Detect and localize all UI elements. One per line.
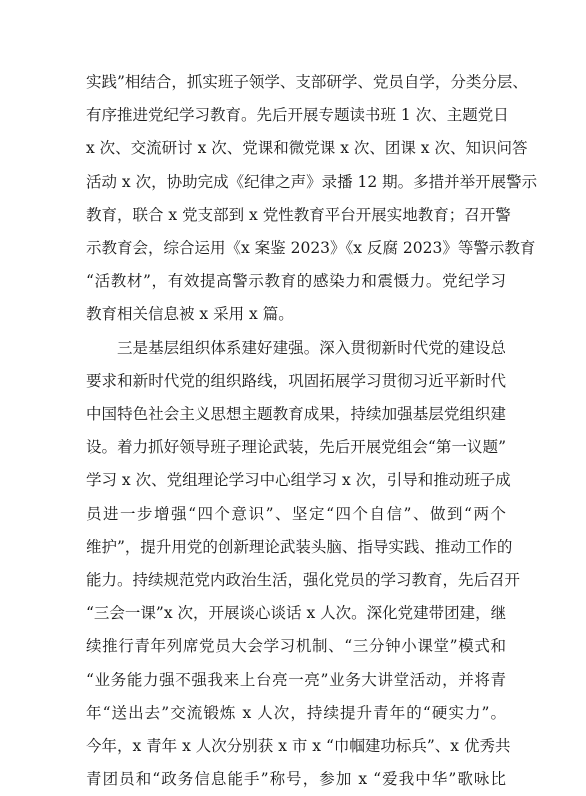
text-line: 年“送出去”交流锻炼 x 人次，持续提升青年的“硬实力”。 <box>86 703 506 722</box>
text-line: 能力。持续规范党内政治生活，强化党员的学习教育，先后召开 <box>86 571 521 590</box>
text-line: 学习 x 次、党组理论学习中心组学习 x 次，引导和推动班子成 <box>86 471 511 490</box>
text-line: 青团员和“政务信息能手”称号，参加 x “爱我中华”歌咏比 <box>86 770 506 789</box>
text-line: 有序推进党纪学习教育。先后开展专题读书班 1 次、主题党日 <box>86 106 509 125</box>
text-line: x 次、交流研讨 x 次、党课和微党课 x 次、团课 x 次、知识问答 <box>86 139 528 158</box>
text-line: “活教材”，有效提高警示教育的感染力和震慑力。党纪学习 <box>86 272 506 291</box>
text-line: 续推行青年列席党员大会学习机制、“三分钟小课堂”模式和 <box>86 637 506 656</box>
text-line: 设。着力抓好领导班子理论武装，先后开展党组会“第一议题” <box>86 438 506 457</box>
text-line: 教育，联合 x 党支部到 x 党性教育平台开展实地教育；召开警 <box>86 205 511 224</box>
paragraph-grassroots-organization <box>86 332 521 796</box>
text-line: 示教育会，综合运用《x 案鉴 2023》《x 反腐 2023》等警示教育 <box>86 239 536 258</box>
text-line: 要求和新时代党的组织路线，巩固拓展学习贯彻习近平新时代 <box>86 371 506 390</box>
text-line: 实践”相结合，抓实班子领学、支部研学、党员自学，分类分层、 <box>86 73 528 91</box>
document-body <box>86 66 538 796</box>
text-line: 今年，x 青年 x 人次分别获 x 市 x “巾帼建功标兵”、x 优秀共 <box>86 737 511 756</box>
text-line: 三是基层组织体系建好建强。深入贯彻新时代党的建设总 <box>117 338 506 357</box>
paragraph-party-discipline-education <box>86 66 538 332</box>
text-line: 维护”，提升用党的创新理论武装头脑、指导实践、推动工作的 <box>86 537 513 556</box>
text-line: 教育相关信息被 x 采用 x 篇。 <box>86 305 294 324</box>
text-line: 中国特色社会主义思想主题教育成果，持续加强基层党组织建 <box>86 405 506 424</box>
text-line: “三会一课”x 次，开展谈心谈话 x 人次。深化党建带团建，继 <box>86 604 507 623</box>
text-line: 员进一步增强“四个意识”、坚定“四个自信”、做到“两个 <box>86 504 506 523</box>
text-line: “业务能力强不强我来上台亮一亮”业务大讲堂活动，并将青 <box>86 670 506 689</box>
text-line: 活动 x 次，协助完成《纪律之声》录播 12 期。多措并举开展警示 <box>86 172 538 191</box>
